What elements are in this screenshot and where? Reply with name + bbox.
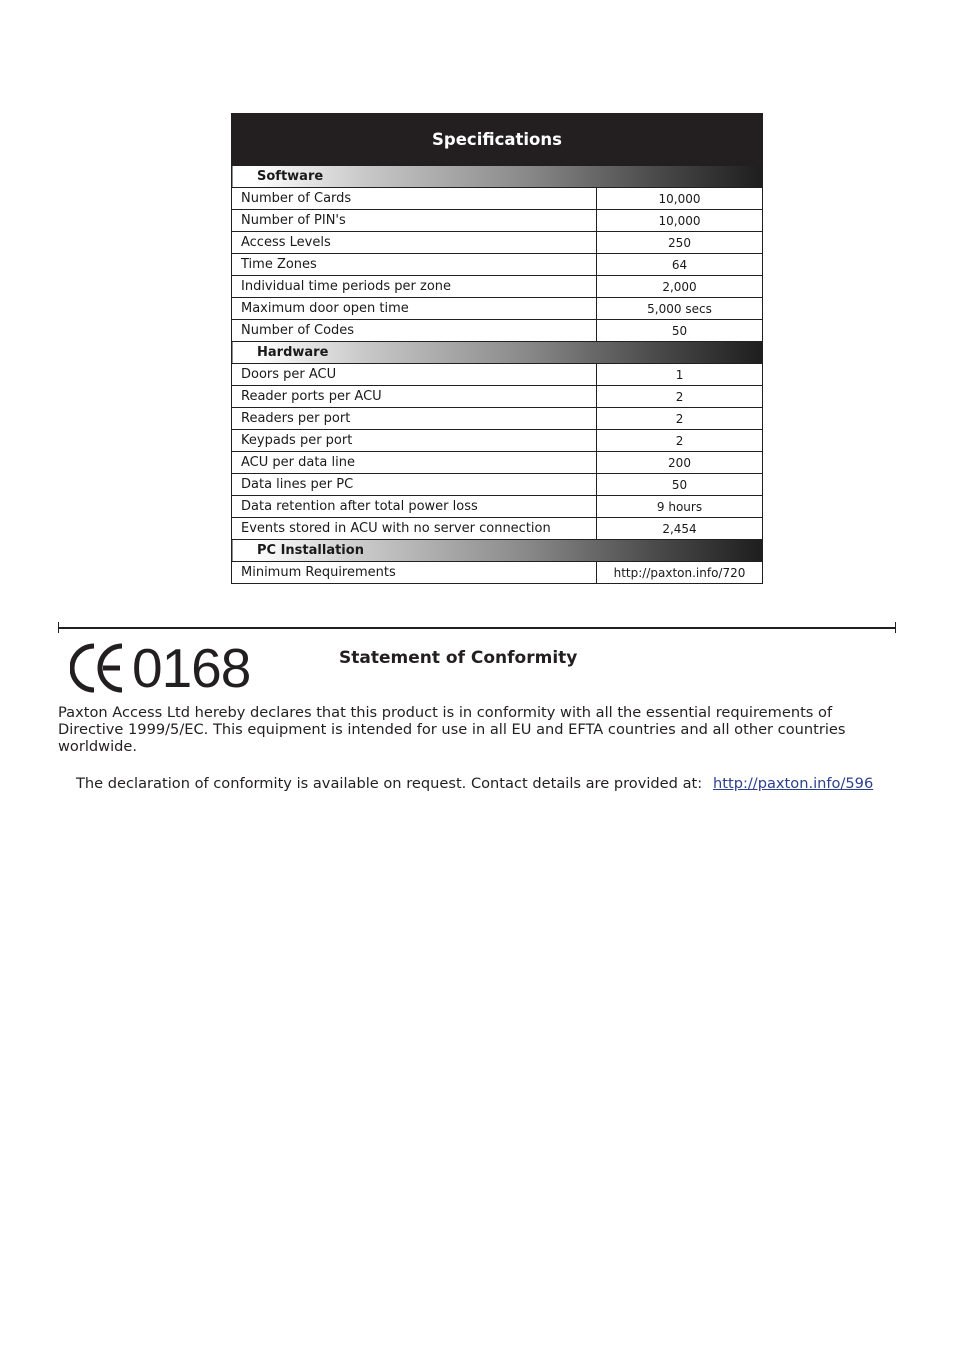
section-heading: PC Installation (232, 540, 763, 562)
section-row-hardware (232, 342, 763, 364)
table-row (232, 364, 763, 386)
horizontal-divider (58, 627, 896, 629)
spec-value: 2 (597, 386, 763, 408)
section-heading: Hardware (232, 342, 763, 364)
spec-label: Keypads per port (232, 430, 597, 452)
table-row (232, 452, 763, 474)
table-row (232, 386, 763, 408)
spec-label: Data retention after total power loss (232, 496, 597, 518)
table-row (232, 210, 763, 232)
spec-label: Doors per ACU (232, 364, 597, 386)
spec-value: 1 (597, 364, 763, 386)
spec-label: Time Zones (232, 254, 597, 276)
spec-value: 250 (597, 232, 763, 254)
spec-label: Number of PIN's (232, 210, 597, 232)
spec-value: 50 (597, 474, 763, 496)
spec-label: Data lines per PC (232, 474, 597, 496)
table-row (232, 474, 763, 496)
spec-label: Individual time periods per zone (232, 276, 597, 298)
spec-value: http://paxton.info/720 (597, 562, 763, 584)
spec-value: 2 (597, 430, 763, 452)
specifications-table (231, 113, 763, 584)
spec-label: Events stored in ACU with no server connection (232, 518, 597, 540)
spec-value: 9 hours (597, 496, 763, 518)
conformity-declaration: Paxton Access Ltd hereby declares that this product is in conformity with all the essential requirements of Directive 1999/5/EC. This equipment is intended for use in all EU and EFTA countries and all other countries worldwide. (58, 704, 846, 755)
spec-label: Number of Codes (232, 320, 597, 342)
spec-label: Readers per port (232, 408, 597, 430)
section-heading: Software (232, 166, 763, 188)
spec-value: 200 (597, 452, 763, 474)
divider-end-tick-right (895, 622, 896, 633)
table-row (232, 562, 763, 584)
spec-value: 2,454 (597, 518, 763, 540)
table-row (232, 254, 763, 276)
spec-value: 2,000 (597, 276, 763, 298)
spec-label: ACU per data line (232, 452, 597, 474)
spec-value: 50 (597, 320, 763, 342)
spec-value: 64 (597, 254, 763, 276)
table-row (232, 320, 763, 342)
spec-label: Number of Cards (232, 188, 597, 210)
table-row (232, 408, 763, 430)
table-row (232, 188, 763, 210)
table-row (232, 276, 763, 298)
table-row (232, 232, 763, 254)
ce-mark (70, 638, 250, 698)
section-row-pc-installation (232, 540, 763, 562)
conformity-availability-text: The declaration of conformity is available on request. Contact details are provided at: (76, 775, 703, 792)
spec-label: Minimum Requirements (232, 562, 597, 584)
specifications-title-row (232, 114, 763, 166)
divider-end-tick-left (58, 622, 59, 633)
spec-value: 10,000 (597, 210, 763, 232)
spec-label: Access Levels (232, 232, 597, 254)
table-row (232, 430, 763, 452)
spec-label: Reader ports per ACU (232, 386, 597, 408)
ce-notified-body-number: 0168 (132, 637, 251, 699)
conformity-link[interactable]: http://paxton.info/596 (713, 775, 874, 792)
specifications-title: Specifications (232, 114, 763, 166)
spec-label: Maximum door open time (232, 298, 597, 320)
spec-value: 10,000 (597, 188, 763, 210)
spec-value: 5,000 secs (597, 298, 763, 320)
spec-value: 2 (597, 408, 763, 430)
conformity-title: Statement of Conformity (339, 648, 578, 668)
table-row (232, 496, 763, 518)
ce-logo-icon (70, 642, 130, 694)
table-row (232, 518, 763, 540)
section-row-software (232, 166, 763, 188)
table-row (232, 298, 763, 320)
